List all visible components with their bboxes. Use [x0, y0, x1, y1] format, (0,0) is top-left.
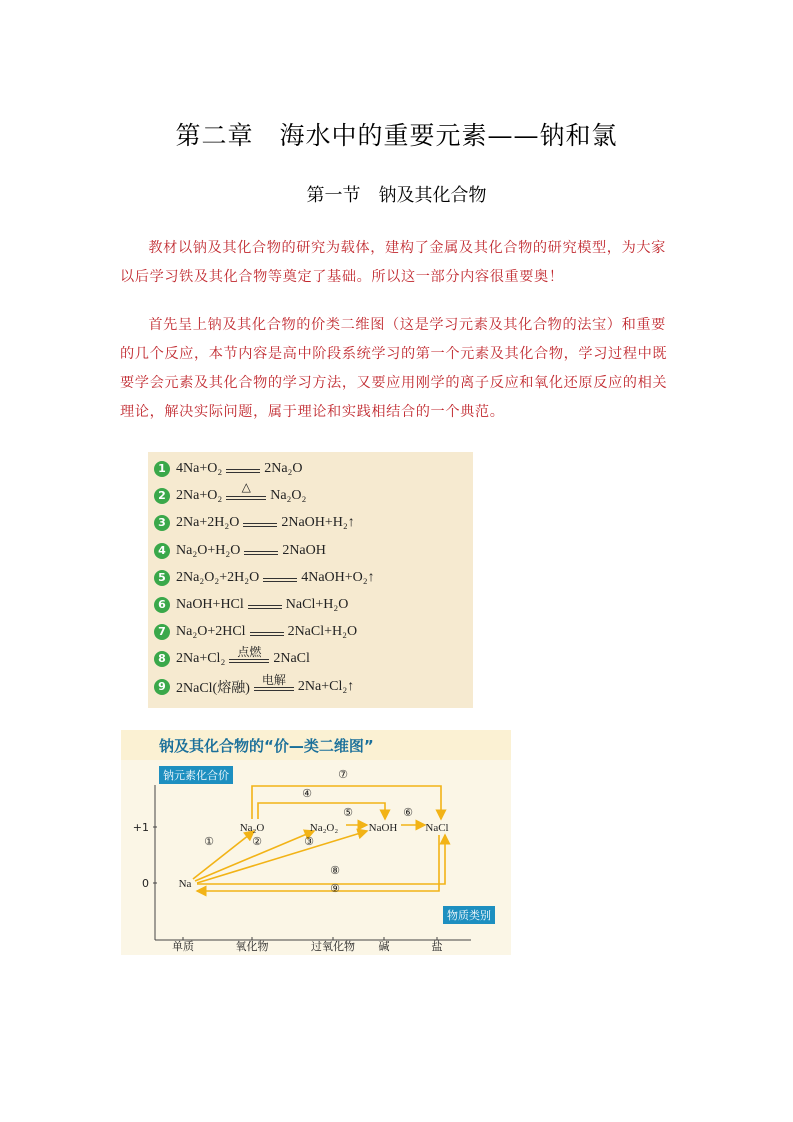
- chapter-title: 第二章 海水中的重要元素——钠和氯: [175, 121, 618, 150]
- equals-sign-icon: [244, 540, 278, 562]
- equation-products: 2NaOH+H₂: [281, 515, 348, 531]
- data-point-label: Na₂O: [239, 822, 265, 834]
- data-point-label: Na: [178, 878, 192, 890]
- equation-row: [154, 594, 348, 616]
- equation-reactants: Na₂O+H₂O: [176, 542, 241, 558]
- equation-reactants: 2NaCl(熔融): [176, 680, 250, 696]
- equation-reactants: 2Na+Cl₂: [176, 651, 226, 667]
- equals-sign-icon: [229, 645, 269, 670]
- equation-products: 4NaOH+O₂: [301, 569, 368, 585]
- arrow-label: ⑦: [338, 769, 348, 781]
- x-tick-label: 过氧化物: [311, 940, 355, 953]
- equation-number-badge: 9: [154, 679, 170, 695]
- equation-products: 2Na+Cl₂: [297, 678, 348, 694]
- equals-sign-icon: [263, 567, 297, 589]
- arrow-8: [197, 835, 445, 884]
- equation-row: [154, 645, 310, 670]
- x-tick-label: 单质: [172, 940, 194, 953]
- arrow-label: ④: [302, 788, 312, 800]
- equation-panel: [148, 452, 473, 708]
- equation-number-badge: 6: [154, 597, 170, 613]
- gas-arrow-icon: ↑: [367, 569, 375, 585]
- y-tick-label: 0: [142, 877, 149, 890]
- equation-products: NaCl+H₂O: [285, 597, 349, 612]
- equation-reactants: 2Na₂O₂+2H₂O: [176, 569, 260, 585]
- arrow-label: ②: [252, 836, 262, 848]
- equation-number-badge: 2: [154, 488, 170, 504]
- equation-products: 2NaOH: [282, 542, 326, 558]
- arrow-4: [258, 803, 385, 819]
- equals-sign-icon: [248, 594, 282, 616]
- equation-reactants: 2Na+2H₂O: [176, 515, 240, 531]
- chart-title: 钠及其化合物的“价—类二维图”: [159, 737, 374, 755]
- arrow-label: ⑨: [330, 883, 340, 895]
- intro-paragraph: 教材以钠及其化合物的研究为载体，建构了金属及其化合物的研究模型，为大家以后学习铁及其化合物等奠定了基础。所以这一部分内容很重要奥！: [120, 240, 666, 285]
- equation-number-badge: 4: [154, 543, 170, 559]
- overview-paragraph: 首先呈上钠及其化合物的价类二维图（这是学习元素及其化合物的法宝）和重要的几个反应，本节内容是高中阶段系统学习的第一个元素及其化合物，学习过程中既要学会元素及其化合物的学习方法，又要应用刚学的离子反应和氧化还原反应的相关理论，解决实际问题，属于理论和实践相结合的一个典范。: [120, 317, 668, 420]
- equals-sign-icon: [250, 621, 284, 643]
- equation-number-badge: 3: [154, 515, 170, 531]
- reaction-condition: △: [241, 480, 251, 495]
- arrow-3: [197, 831, 367, 883]
- chart-panel: [121, 730, 511, 955]
- equation-row: [154, 672, 355, 698]
- equation-reactants: 2Na+O₂: [176, 488, 223, 504]
- equation-number-badge: 5: [154, 570, 170, 586]
- data-point-label: NaOH: [368, 822, 398, 834]
- arrow-9: [197, 835, 439, 891]
- equals-sign-icon: [243, 512, 277, 534]
- data-point-label: NaCl: [425, 822, 449, 834]
- equation-reactants: NaOH+HCl: [176, 597, 244, 612]
- equation-number-badge: 7: [154, 624, 170, 640]
- x-tick-label: 碱: [378, 940, 390, 953]
- gas-arrow-icon: ↑: [347, 678, 355, 694]
- arrow-label: ①: [204, 836, 214, 848]
- y-tick-label: +1: [132, 821, 149, 834]
- equation-row: [154, 458, 303, 480]
- arrow-label: ③: [304, 836, 314, 848]
- chart-ylabel: 钠元素化合价: [159, 766, 233, 784]
- equation-row: [154, 512, 355, 534]
- x-tick-label: 氧化物: [235, 940, 269, 953]
- reaction-condition: 电解: [261, 672, 286, 687]
- data-point-label: Na₂O₂: [309, 822, 339, 834]
- equation-number-badge: 8: [154, 651, 170, 667]
- arrow-1: [193, 831, 254, 879]
- equation-row: [154, 480, 307, 507]
- equation-products: 2NaCl+H₂O: [287, 624, 358, 640]
- equation-number-badge: 1: [154, 461, 170, 477]
- reaction-condition: 点燃: [237, 645, 262, 660]
- equation-products: 2NaCl: [273, 651, 310, 667]
- x-tick-label: 盐: [431, 940, 443, 953]
- equals-sign-icon: [254, 672, 294, 698]
- equation-reactants: 4Na+O₂: [176, 461, 223, 476]
- arrow-label: ⑤: [343, 807, 353, 819]
- equation-products: Na₂O₂: [270, 488, 307, 504]
- equation-row: [154, 567, 375, 589]
- equals-sign-icon: [226, 480, 266, 507]
- section-title: 第一节 钠及其化合物: [306, 185, 487, 206]
- equation-row: [154, 621, 357, 643]
- chart-xlabel: 物质类别: [443, 906, 495, 924]
- equals-sign-icon: [226, 458, 260, 480]
- gas-arrow-icon: ↑: [347, 515, 355, 531]
- equation-products: 2Na₂O: [264, 461, 303, 476]
- equation-reactants: Na₂O+2HCl: [176, 624, 246, 640]
- equation-row: [154, 540, 326, 562]
- arrow-label: ⑥: [403, 807, 413, 819]
- arrow-label: ⑧: [330, 865, 340, 877]
